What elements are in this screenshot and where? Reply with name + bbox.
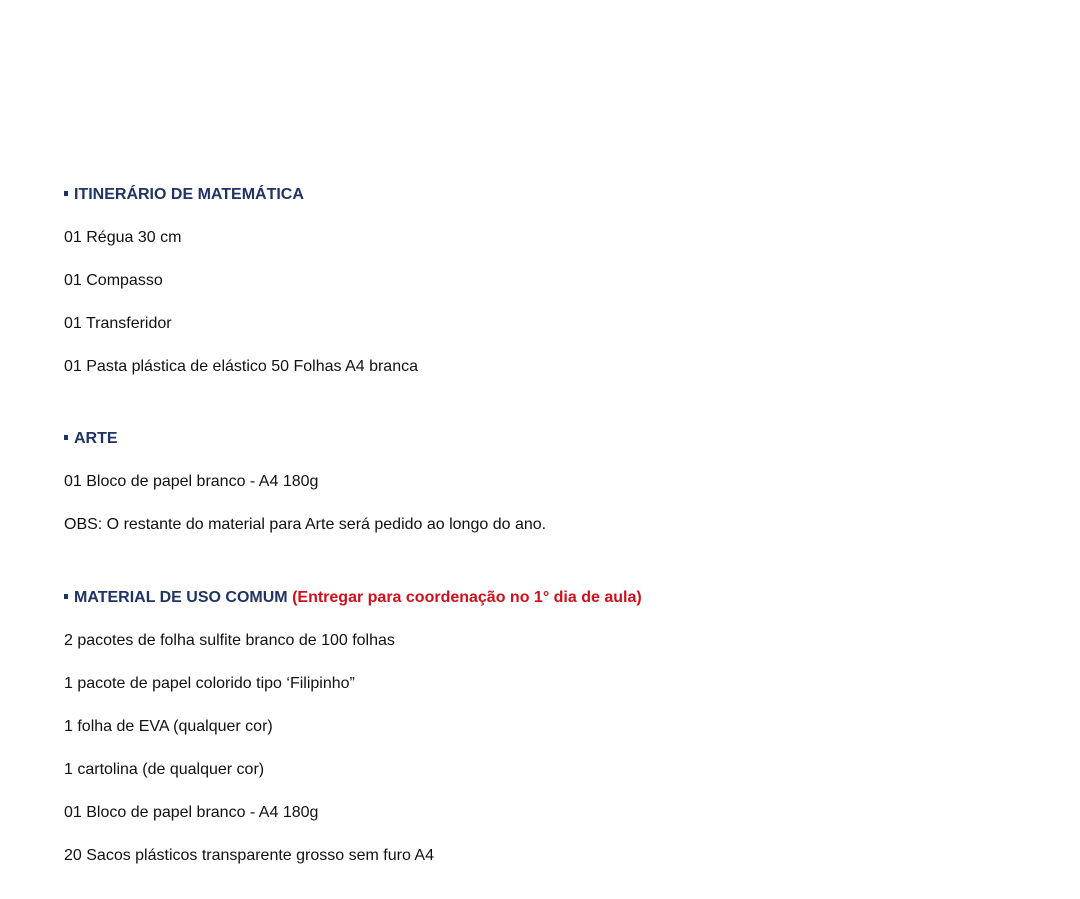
list-item: 1 folha de EVA (qualquer cor)	[64, 718, 273, 735]
section-title: MATERIAL DE USO COMUM	[74, 589, 288, 606]
bullet-icon	[64, 191, 68, 196]
list-item: OBS: O restante do material para Arte será pedido ao longo do ano.	[64, 516, 547, 533]
section-heading-matematica	[64, 185, 304, 205]
bullet-icon	[64, 594, 68, 599]
section-heading-uso-comum	[64, 588, 642, 608]
list-item: 01 Régua 30 cm	[64, 229, 182, 246]
list-item: 1 pacote de papel colorido tipo ‘Filipinho”	[64, 675, 355, 692]
list-item: 01 Transferidor	[64, 315, 172, 332]
list-item: 01 Bloco de papel branco - A4 180g	[64, 804, 319, 821]
list-item: 1 cartolina (de qualquer cor)	[64, 761, 265, 778]
list-item: 01 Compasso	[64, 272, 163, 289]
list-item: 20 Sacos plásticos transparente grosso sem furo A4	[64, 847, 434, 864]
list-item: 2 pacotes de folha sulfite branco de 100 folhas	[64, 632, 395, 649]
section-title: ITINERÁRIO DE MATEMÁTICA	[74, 186, 304, 203]
bullet-icon	[64, 435, 68, 440]
section-title: ARTE	[74, 430, 118, 447]
section-note: (Entregar para coordenação no 1° dia de aula)	[292, 589, 642, 606]
list-item: 01 Bloco de papel branco - A4 180g	[64, 473, 319, 490]
section-heading-arte	[64, 429, 118, 449]
list-item: 01 Pasta plástica de elástico 50 Folhas A4 branca	[64, 358, 418, 375]
